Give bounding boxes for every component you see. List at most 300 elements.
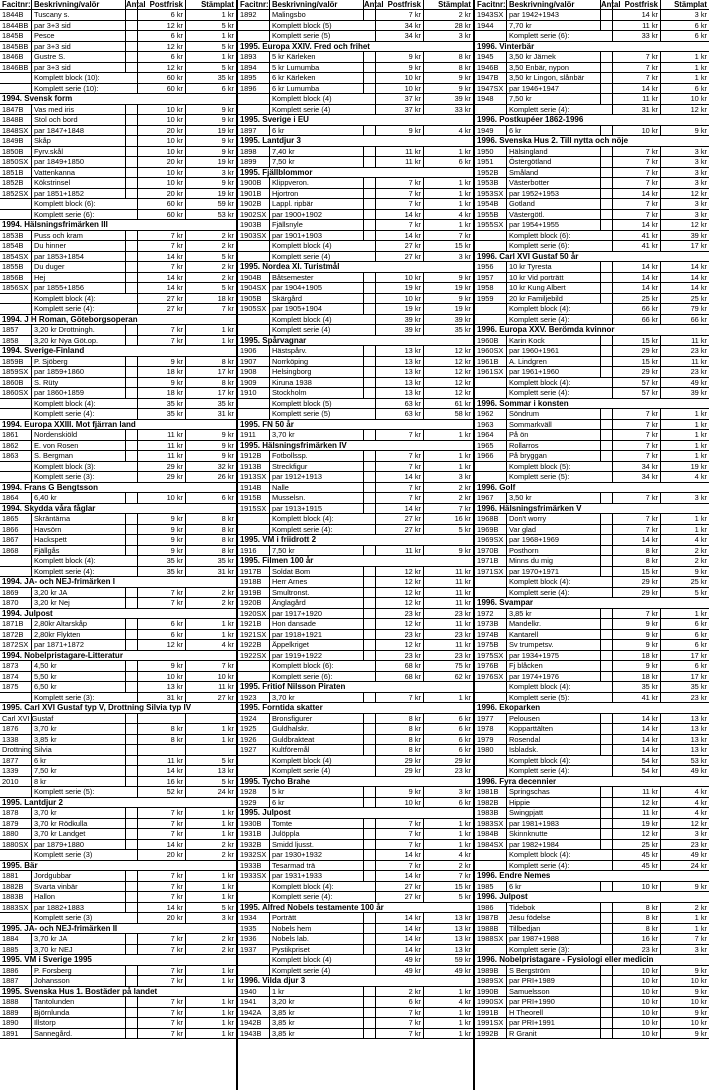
- antal-cell[interactable]: [601, 546, 613, 556]
- antal-cell[interactable]: [126, 231, 138, 241]
- antal-cell[interactable]: [126, 661, 138, 671]
- antal-cell[interactable]: [601, 220, 613, 230]
- antal-cell[interactable]: [364, 220, 376, 230]
- antal-cell[interactable]: [364, 378, 376, 388]
- description-cell: Norrköping: [270, 357, 364, 367]
- antal-cell[interactable]: [126, 892, 138, 902]
- antal-cell[interactable]: [601, 367, 613, 377]
- summary-row: [238, 756, 473, 767]
- stamplat-cell: 6 kr: [694, 83, 707, 93]
- postfrisk-cell: 7 kr: [376, 483, 424, 493]
- facitnr-cell: 1985: [475, 882, 507, 892]
- facitnr-cell: 1988B: [475, 924, 507, 934]
- antal-cell[interactable]: [126, 493, 138, 503]
- antal-cell[interactable]: [601, 63, 613, 73]
- antal-cell[interactable]: [601, 808, 613, 818]
- description-cell: 5,50 kr: [32, 672, 126, 682]
- antal-cell[interactable]: [126, 451, 138, 461]
- antal-cell[interactable]: [364, 367, 376, 377]
- antal-cell[interactable]: [601, 1008, 613, 1018]
- antal-cell[interactable]: [126, 672, 138, 682]
- section-heading: [0, 861, 236, 872]
- table-row: [475, 451, 709, 462]
- antal-cell[interactable]: [126, 367, 138, 377]
- antal-cell[interactable]: [601, 976, 613, 986]
- antal-cell[interactable]: [364, 10, 376, 20]
- antal-cell[interactable]: [601, 210, 613, 220]
- antal-cell[interactable]: [364, 189, 376, 199]
- antal-cell[interactable]: [126, 336, 138, 346]
- antal-cell[interactable]: [601, 409, 613, 419]
- antal-cell[interactable]: [364, 945, 376, 955]
- antal-cell[interactable]: [126, 136, 138, 146]
- antal-cell[interactable]: [126, 598, 138, 608]
- antal-cell[interactable]: [601, 441, 613, 451]
- facitnr-cell: 1921B: [238, 619, 270, 629]
- antal-cell[interactable]: [601, 745, 613, 755]
- facitnr-cell: 1904B: [238, 273, 270, 283]
- antal-cell[interactable]: [364, 63, 376, 73]
- description-cell: Skräntärna: [32, 514, 126, 524]
- description-cell: Tuscany s.: [32, 10, 126, 20]
- antal-cell[interactable]: [364, 178, 376, 188]
- antal-cell[interactable]: [126, 546, 138, 556]
- description-cell: Havsörn: [32, 525, 126, 535]
- antal-cell[interactable]: [126, 745, 138, 755]
- antal-cell[interactable]: [364, 619, 376, 629]
- antal-cell[interactable]: [601, 21, 613, 31]
- antal-cell[interactable]: [364, 829, 376, 839]
- antal-cell[interactable]: [126, 525, 138, 535]
- antal-cell[interactable]: [601, 420, 613, 430]
- facitnr-cell: 1860SX: [0, 388, 32, 398]
- antal-cell[interactable]: [364, 840, 376, 850]
- antal-cell[interactable]: [364, 304, 376, 314]
- antal-cell[interactable]: [601, 430, 613, 440]
- facitnr-cell: [475, 105, 507, 115]
- antal-cell[interactable]: [364, 1029, 376, 1039]
- antal-cell[interactable]: [601, 273, 613, 283]
- antal-cell[interactable]: [364, 346, 376, 356]
- antal-cell[interactable]: [364, 147, 376, 157]
- description-cell: Komplett block (4):: [507, 577, 613, 587]
- antal-cell[interactable]: [364, 861, 376, 871]
- description-cell: 3,20 kr: [270, 997, 364, 1007]
- antal-cell[interactable]: [126, 871, 138, 881]
- antal-cell[interactable]: [364, 472, 376, 482]
- antal-cell[interactable]: [364, 609, 376, 619]
- antal-cell[interactable]: [601, 924, 613, 934]
- stamplat-cell: 9 kr: [458, 272, 471, 282]
- antal-cell[interactable]: [126, 976, 138, 986]
- antal-cell[interactable]: [126, 283, 138, 293]
- antal-cell[interactable]: [601, 1018, 613, 1028]
- antal-cell[interactable]: [126, 388, 138, 398]
- antal-cell[interactable]: [126, 630, 138, 640]
- antal-cell[interactable]: [601, 787, 613, 797]
- antal-cell[interactable]: [601, 913, 613, 923]
- antal-cell[interactable]: [364, 735, 376, 745]
- stamplat-cell: 1 kr: [221, 335, 234, 345]
- stamplat-cell: 53 kr: [217, 209, 234, 219]
- antal-cell[interactable]: [601, 997, 613, 1007]
- stamplat-cell: 9 kr: [458, 545, 471, 555]
- stamplat-cell: 11 kr: [455, 566, 471, 576]
- antal-cell[interactable]: [601, 126, 613, 136]
- antal-cell[interactable]: [126, 357, 138, 367]
- description-cell: Tesarmad trä: [270, 861, 364, 871]
- antal-cell[interactable]: [601, 147, 613, 157]
- antal-cell[interactable]: [126, 42, 138, 52]
- facitnr-cell: 1854SX: [0, 252, 32, 262]
- antal-cell[interactable]: [364, 577, 376, 587]
- antal-cell[interactable]: [364, 651, 376, 661]
- stamplat-cell: 3 kr: [458, 472, 471, 481]
- antal-cell[interactable]: [601, 714, 613, 724]
- postfrisk-cell: 10 kr: [376, 294, 424, 304]
- antal-cell[interactable]: [126, 829, 138, 839]
- description-cell: Nobels lab.: [270, 934, 364, 944]
- antal-cell[interactable]: [601, 672, 613, 682]
- stamplat-cell: 10 kr: [690, 1018, 707, 1027]
- antal-cell[interactable]: [126, 1029, 138, 1039]
- stamplat-cell: 2 kr: [694, 556, 707, 565]
- antal-cell[interactable]: [364, 588, 376, 598]
- antal-cell[interactable]: [126, 766, 138, 776]
- antal-cell[interactable]: [126, 724, 138, 734]
- antal-cell[interactable]: [126, 808, 138, 818]
- antal-cell[interactable]: [601, 903, 613, 913]
- stamplat-cell: 27 kr: [217, 692, 234, 702]
- antal-cell[interactable]: [364, 210, 376, 220]
- antal-cell[interactable]: [601, 178, 613, 188]
- description-cell: Komplett serie (3): [32, 850, 138, 860]
- facitnr-cell: [475, 304, 507, 314]
- antal-cell[interactable]: [126, 325, 138, 335]
- antal-cell[interactable]: [126, 882, 138, 892]
- table-row: [475, 357, 709, 368]
- section-title: 1995. Spårvagnar: [240, 335, 307, 345]
- antal-cell[interactable]: [601, 1029, 613, 1039]
- antal-cell[interactable]: [601, 630, 613, 640]
- antal-cell[interactable]: [364, 987, 376, 997]
- antal-cell[interactable]: [126, 819, 138, 829]
- table-row: [0, 1018, 236, 1029]
- description-cell: Kökstrinsel: [32, 178, 126, 188]
- antal-cell[interactable]: [364, 430, 376, 440]
- antal-cell[interactable]: [364, 283, 376, 293]
- table-row: [238, 850, 473, 861]
- table-row: [238, 693, 473, 704]
- antal-cell[interactable]: [601, 514, 613, 524]
- stamplat-cell: 53 kr: [690, 755, 707, 765]
- postfrisk-cell: 68 kr: [376, 661, 424, 671]
- description-cell: Komplett serie (3): [32, 913, 138, 923]
- facitnr-cell: 1918B: [238, 577, 270, 587]
- antal-cell[interactable]: [364, 819, 376, 829]
- facitnr-cell: [0, 787, 32, 797]
- summary-row: [0, 462, 236, 473]
- antal-cell[interactable]: [364, 493, 376, 503]
- antal-cell[interactable]: [364, 850, 376, 860]
- antal-cell[interactable]: [126, 997, 138, 1007]
- antal-cell[interactable]: [126, 1018, 138, 1028]
- facitnr-cell: 1904SX: [238, 283, 270, 293]
- section-title: 1996. Hälsningsfrimärken V: [477, 503, 582, 513]
- antal-cell[interactable]: [364, 157, 376, 167]
- stamplat-cell: 8 kr: [221, 356, 234, 366]
- stamplat-cell: 17 kr: [690, 241, 707, 250]
- antal-cell[interactable]: [364, 871, 376, 881]
- facitnr-cell: [475, 388, 507, 398]
- antal-cell[interactable]: [364, 714, 376, 724]
- antal-cell[interactable]: [364, 567, 376, 577]
- table-row: [0, 357, 236, 368]
- antal-cell[interactable]: [364, 598, 376, 608]
- antal-cell[interactable]: [126, 178, 138, 188]
- antal-cell[interactable]: [601, 934, 613, 944]
- antal-cell[interactable]: [126, 441, 138, 451]
- antal-cell[interactable]: [601, 525, 613, 535]
- antal-cell[interactable]: [126, 588, 138, 598]
- description-cell: par 1917+1920: [270, 609, 364, 619]
- description-cell: R Granit: [507, 1029, 601, 1039]
- antal-cell[interactable]: [601, 829, 613, 839]
- table-row: [475, 336, 709, 347]
- antal-cell[interactable]: [126, 157, 138, 167]
- antal-cell[interactable]: [601, 294, 613, 304]
- antal-cell[interactable]: [601, 493, 613, 503]
- antal-cell[interactable]: [126, 241, 138, 251]
- antal-cell[interactable]: [601, 640, 613, 650]
- table-row: [238, 220, 473, 231]
- stamplat-cell: 8 kr: [221, 535, 234, 544]
- antal-cell[interactable]: [601, 661, 613, 671]
- antal-cell[interactable]: [126, 168, 138, 178]
- antal-cell[interactable]: [601, 73, 613, 83]
- postfrisk-cell: 12 kr: [376, 567, 424, 577]
- antal-cell[interactable]: [601, 966, 613, 976]
- header-beskrivning: Beskrivning/valör: [32, 0, 126, 9]
- section-title: 1995. Filmen 100 år: [240, 556, 314, 565]
- antal-cell[interactable]: [364, 693, 376, 703]
- antal-cell[interactable]: [364, 640, 376, 650]
- antal-cell[interactable]: [601, 735, 613, 745]
- antal-cell[interactable]: [364, 724, 376, 734]
- antal-cell[interactable]: [126, 189, 138, 199]
- antal-cell[interactable]: [126, 535, 138, 545]
- antal-cell[interactable]: [126, 619, 138, 629]
- header-postfrisk: Postfrisk: [376, 0, 424, 9]
- antal-cell[interactable]: [601, 535, 613, 545]
- summary-row: [475, 693, 709, 704]
- postfrisk-cell: 7 kr: [613, 178, 661, 188]
- description-cell: 3,50 kr Lingon, slånbär: [507, 73, 601, 83]
- postfrisk-cell: 13 kr: [138, 682, 186, 692]
- antal-cell[interactable]: [126, 273, 138, 283]
- antal-cell[interactable]: [364, 294, 376, 304]
- description-cell: Båtsemester: [270, 273, 364, 283]
- antal-cell[interactable]: [601, 94, 613, 104]
- stamplat-cell: 6 kr: [458, 734, 471, 744]
- description-cell: Fotbollssp.: [270, 451, 364, 461]
- antal-cell[interactable]: [126, 735, 138, 745]
- antal-cell[interactable]: [126, 756, 138, 766]
- postfrisk-cell: 11 kr: [613, 808, 661, 818]
- antal-cell[interactable]: [364, 451, 376, 461]
- antal-cell[interactable]: [364, 745, 376, 755]
- antal-cell[interactable]: [364, 388, 376, 398]
- antal-cell[interactable]: [126, 378, 138, 388]
- antal-cell[interactable]: [601, 10, 613, 20]
- postfrisk-cell: 7 kr: [376, 1018, 424, 1028]
- antal-cell[interactable]: [601, 283, 613, 293]
- description-cell: Komplett block (4): [270, 94, 376, 104]
- antal-cell[interactable]: [126, 966, 138, 976]
- stamplat-cell: 2 kr: [694, 545, 707, 555]
- antal-cell[interactable]: [601, 651, 613, 661]
- facitnr-cell: [238, 31, 270, 41]
- postfrisk-cell: 7 kr: [376, 693, 424, 703]
- antal-cell[interactable]: [601, 451, 613, 461]
- summary-row: [238, 525, 473, 536]
- antal-cell[interactable]: [364, 73, 376, 83]
- antal-cell[interactable]: [126, 21, 138, 31]
- description-cell: 3,50 kr Järnek: [507, 52, 601, 62]
- antal-cell[interactable]: [364, 126, 376, 136]
- antal-cell[interactable]: [364, 462, 376, 472]
- antal-cell[interactable]: [601, 336, 613, 346]
- antal-cell[interactable]: [364, 504, 376, 514]
- antal-cell[interactable]: [364, 798, 376, 808]
- summary-row: [238, 325, 473, 336]
- antal-cell[interactable]: [601, 157, 613, 167]
- facitnr-cell: 1881: [0, 871, 32, 881]
- antal-cell[interactable]: [601, 199, 613, 209]
- antal-cell[interactable]: [601, 189, 613, 199]
- antal-cell[interactable]: [601, 567, 613, 577]
- section-heading: [238, 441, 473, 452]
- facitnr-cell: 1880SX: [0, 840, 32, 850]
- antal-cell[interactable]: [601, 724, 613, 734]
- section-heading: [238, 136, 473, 147]
- postfrisk-cell: 11 kr: [613, 94, 661, 104]
- antal-cell[interactable]: [364, 483, 376, 493]
- section-title: 1995. Fjällblommor: [240, 167, 313, 177]
- antal-cell[interactable]: [364, 357, 376, 367]
- antal-cell[interactable]: [126, 1008, 138, 1018]
- antal-cell[interactable]: [601, 262, 613, 272]
- facitnr-cell: [238, 399, 270, 409]
- antal-cell[interactable]: [601, 840, 613, 850]
- antal-cell[interactable]: [364, 1018, 376, 1028]
- antal-cell[interactable]: [364, 52, 376, 62]
- postfrisk-cell: 19 kr: [376, 283, 424, 293]
- antal-cell[interactable]: [601, 798, 613, 808]
- antal-cell[interactable]: [601, 52, 613, 62]
- description-cell: Komplett serie (6):: [32, 210, 138, 220]
- antal-cell[interactable]: [601, 168, 613, 178]
- summary-row: [0, 472, 236, 483]
- antal-cell[interactable]: [601, 357, 613, 367]
- antal-cell[interactable]: [126, 105, 138, 115]
- antal-cell[interactable]: [126, 640, 138, 650]
- facitnr-cell: 1896: [238, 84, 270, 94]
- antal-cell[interactable]: [126, 31, 138, 41]
- postfrisk-cell: 23 kr: [376, 609, 424, 619]
- postfrisk-cell: 31 kr: [613, 105, 661, 115]
- antal-cell[interactable]: [126, 52, 138, 62]
- antal-cell[interactable]: [364, 913, 376, 923]
- antal-cell[interactable]: [126, 682, 138, 692]
- antal-cell[interactable]: [126, 903, 138, 913]
- facitnr-cell: 1914B: [238, 483, 270, 493]
- antal-cell[interactable]: [364, 1008, 376, 1018]
- antal-cell[interactable]: [126, 514, 138, 524]
- antal-cell[interactable]: [126, 10, 138, 20]
- description-cell: Bronsfigurer: [270, 714, 364, 724]
- antal-cell[interactable]: [364, 924, 376, 934]
- antal-cell[interactable]: [126, 252, 138, 262]
- antal-cell[interactable]: [601, 882, 613, 892]
- description-cell: Pelousen: [507, 714, 601, 724]
- antal-cell[interactable]: [126, 430, 138, 440]
- antal-cell[interactable]: [126, 126, 138, 136]
- antal-cell[interactable]: [126, 714, 138, 724]
- antal-cell[interactable]: [126, 262, 138, 272]
- antal-cell[interactable]: [601, 619, 613, 629]
- antal-cell[interactable]: [601, 84, 613, 94]
- summary-row: [0, 556, 236, 567]
- table-row: [238, 997, 473, 1008]
- antal-cell[interactable]: [126, 934, 138, 944]
- antal-cell[interactable]: [364, 997, 376, 1007]
- facitnr-cell: 1981B: [475, 787, 507, 797]
- antal-cell[interactable]: [126, 777, 138, 787]
- section-heading: [0, 924, 236, 935]
- antal-cell[interactable]: [126, 840, 138, 850]
- stamplat-cell: 19 kr: [690, 461, 707, 471]
- summary-row: [475, 315, 709, 326]
- description-cell: Tomte: [270, 819, 364, 829]
- antal-cell[interactable]: [601, 609, 613, 619]
- antal-cell[interactable]: [601, 819, 613, 829]
- antal-cell[interactable]: [364, 273, 376, 283]
- antal-cell[interactable]: [126, 63, 138, 73]
- antal-cell[interactable]: [364, 231, 376, 241]
- antal-cell[interactable]: [126, 115, 138, 125]
- postfrisk-cell: 14 kr: [138, 766, 186, 776]
- antal-cell[interactable]: [601, 346, 613, 356]
- description-cell: Komplett serie (3):: [507, 945, 613, 955]
- antal-cell[interactable]: [126, 945, 138, 955]
- antal-cell[interactable]: [364, 630, 376, 640]
- antal-cell[interactable]: [601, 987, 613, 997]
- antal-cell[interactable]: [601, 556, 613, 566]
- antal-cell[interactable]: [364, 199, 376, 209]
- antal-cell[interactable]: [364, 934, 376, 944]
- antal-cell[interactable]: [364, 787, 376, 797]
- postfrisk-cell: 7 kr: [376, 462, 424, 472]
- stamplat-cell: 3 kr: [694, 10, 707, 19]
- stamplat-cell: 1 kr: [221, 724, 234, 733]
- antal-cell[interactable]: [126, 147, 138, 157]
- antal-cell[interactable]: [364, 546, 376, 556]
- section-heading: [475, 871, 709, 882]
- antal-cell[interactable]: [364, 84, 376, 94]
- description-cell: Musselsn.: [270, 493, 364, 503]
- stamplat-cell: 61 kr: [454, 398, 471, 408]
